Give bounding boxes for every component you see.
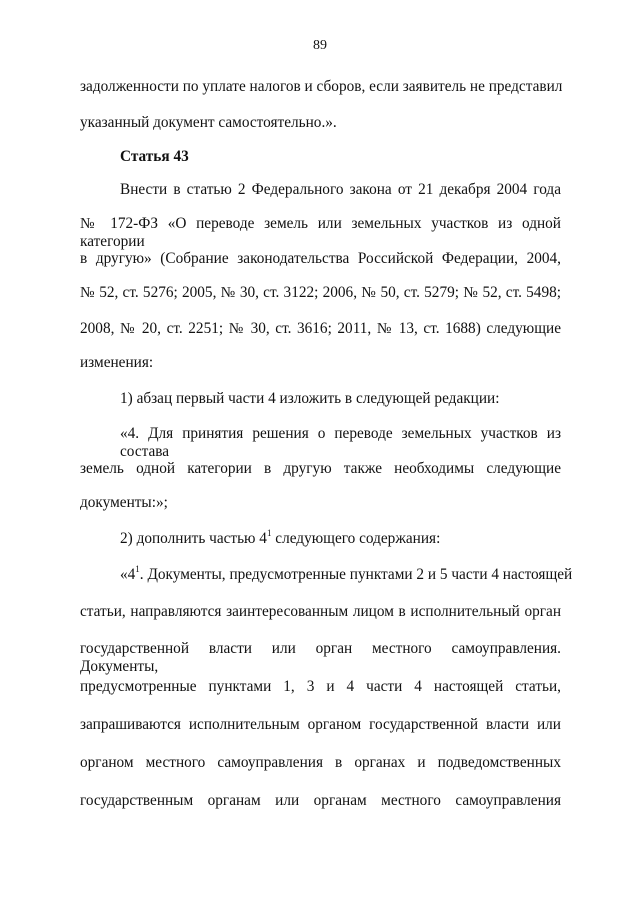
- text-line-5: в другую» (Собрание законодательства Российской Федерации, 2004,: [80, 250, 561, 267]
- text-line-14: [120, 563, 573, 584]
- text-line-20: государственным органам или органам местного самоуправления: [80, 792, 561, 809]
- text-line-7: 2008, № 20, ст. 2251; № 30, ст. 3616; 2011, № 13, ст. 1688) следующие: [80, 320, 561, 337]
- superscript-1: 1: [266, 527, 272, 538]
- page-number: 89: [313, 38, 327, 53]
- superscript-2: 1: [135, 563, 140, 574]
- text-line-9: 1) абзац первый части 4 изложить в следующей редакции:: [120, 390, 500, 407]
- text-line-13: [120, 527, 441, 548]
- text-line-14-end: . Документы, предусмотренные пунктами 2 и 5 части 4 настоящей: [139, 566, 573, 583]
- text-line-6: № 52, ст. 5276; 2005, № 30, ст. 3122; 2006, № 50, ст. 5279; № 52, ст. 5498;: [80, 284, 561, 301]
- text-line-12: документы:»;: [80, 494, 168, 511]
- text-line-3: Внести в статью 2 Федерального закона от 21 декабря 2004 года: [120, 181, 561, 198]
- text-line-1: задолженности по уплате налогов и сборов, если заявитель не представил: [80, 78, 563, 95]
- text-line-16: государственной власти или орган местного самоуправления. Документы,: [80, 640, 561, 675]
- text-line-2: указанный документ самостоятельно.».: [80, 114, 337, 131]
- text-line-11: земель одной категории в другую также необходимы следующие: [80, 460, 561, 477]
- text-line-15: статьи, направляются заинтересованным лицом в исполнительный орган: [80, 603, 561, 620]
- text-line-13-start: 2) дополнить частью 4: [120, 530, 267, 547]
- text-line-14-start: «4: [120, 566, 136, 583]
- text-line-10: «4. Для принятия решения о переводе земельных участков из состава: [120, 425, 561, 460]
- text-line-13-end: следующего содержания:: [271, 530, 441, 547]
- text-line-4: № 172-ФЗ «О переводе земель или земельных участков из одной категории: [80, 215, 561, 250]
- text-line-19: органом местного самоуправления в органах и подведомственных: [80, 754, 561, 771]
- text-line-18: запрашиваются исполнительным органом государственной власти или: [80, 716, 561, 733]
- text-line-8: изменения:: [80, 354, 154, 371]
- article-heading: Статья 43: [120, 148, 189, 165]
- text-line-17: предусмотренные пунктами 1, 3 и 4 части 4 настоящей статьи,: [80, 678, 561, 695]
